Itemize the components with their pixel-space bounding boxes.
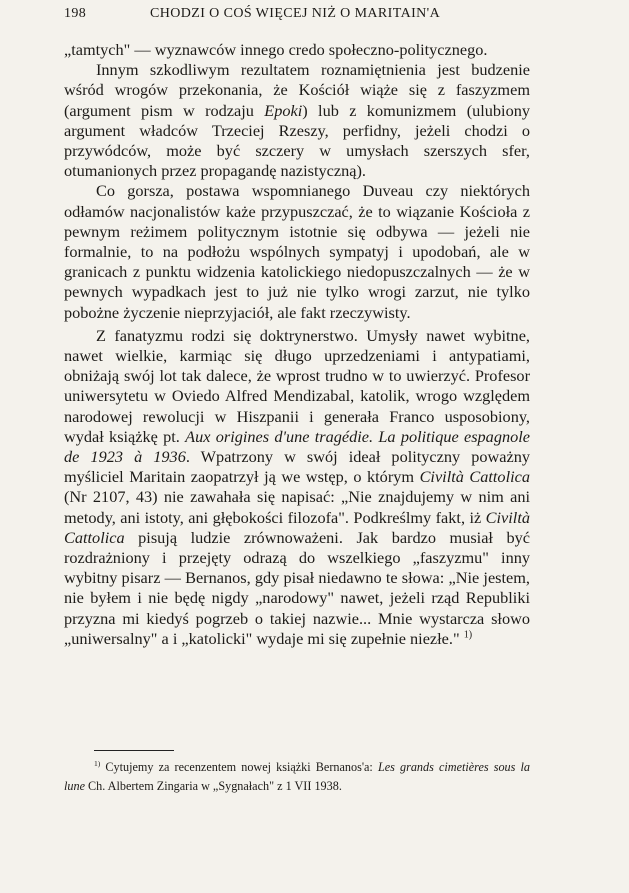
paragraph	[64, 326, 530, 649]
footnote-marker: 1)	[463, 629, 473, 641]
text-run: „tamtych" — wyznawców innego credo społeczno-politycznego.	[64, 40, 488, 59]
italic-title: Epoki	[264, 100, 303, 120]
text-run: Z fanatyzmu rodzi się doktrynerstwo. Umysły nawet wybitne, nawet wielkie, karmiąc się długo uprzedzeniami i antypatiami, obniżają swój lot tak dalece, że wprost trudno w to uwierzyć. Profesor uniwersytetu w Oviedo Alfred Mendizabal, katolik, wrogo względem narodowej rewolucji w Hiszpanii i generała Franco usposobiony, wydał książkę pt.	[64, 325, 530, 446]
page-number: 198	[64, 6, 87, 21]
text-run: ) lub z komunizmem (ulubiony argument władców Trzeciej Rzeszy, perfidny, jeżeli chodzi o przywódców, może być szczery w umysłach szerszych sfer, otumanionych przez propagandę nazistyczną).	[64, 100, 531, 181]
body-text	[64, 40, 530, 649]
footnote	[64, 758, 530, 795]
text-run: Innym szkodliwym rezultatem roznamiętnienia jest budzenie wśród wrogów przekonania, że Kościół wiąże się z faszyzmem (argument pism w rodzaju	[64, 60, 530, 120]
italic-title: Civiltà Cattolica	[419, 467, 530, 487]
page-header	[64, 6, 541, 26]
footnote-divider	[94, 750, 174, 751]
text-run: . Wpatrzony w swój ideał polityczny poważny myśliciel Maritain zaopatrzył ją we wstęp, o którym	[64, 447, 531, 487]
running-title: CHODZI O COŚ WIĘCEJ NIŻ O MARITAIN'A	[150, 6, 441, 21]
footnote-marker: 1)	[94, 758, 101, 768]
paragraph	[64, 181, 530, 322]
text-run: Cytujemy za recenzentem nowej książki Bernanos'a:	[100, 760, 378, 774]
italic-title: Civiltà Cattolica	[64, 507, 530, 547]
paragraph	[64, 40, 530, 60]
italic-title: Les grands cimetières sous la lune	[64, 760, 530, 793]
paragraph	[64, 60, 530, 181]
text-run: Co gorsza, postawa wspomnianego Duveau czy niektórych odłamów nacjonalistów każe przypuszczać, że to wiązanie Kościoła z pewnym reżimem politycznym istotnie się odbywa — jeżeli nie formalnie, to na podłożu wspólnych sympatyj i upodobań, ale w granicach z punktu widzenia katolickiego niedopuszczalnych — że w pewnych wypadkach jest to już nie tylko wrogi zarzut, nie tylko pobożne życzenie nieprzyjaciół, ale fakt rzeczywisty.	[64, 181, 530, 322]
italic-title: Aux origines d'une tragédie. La politique espagnole de 1923 à 1936	[64, 426, 530, 467]
text-run: (Nr 2107, 43) nie zawahała się napisać: „Nie znajdujemy w nim ani metody, ani istoty, ani głębokości filozofa". Podkreślmy fakt, iż	[64, 487, 530, 527]
text-run: Ch. Albertem Zingaria w „Sygnałach" z 1 VII 1938.	[84, 778, 342, 793]
text-run: pisują ludzie zrównoważeni. Jak bardzo musiał być rozdrażniony i przejęty odrazą do wszelkiego „faszyzmu" inny wybitny pisarz — Bernanos, gdy pisał niedawno te słowa: „Nie jestem, nie byłem i nie będę nigdy „narodowy" nawet, jeżeli rząd Republiki przyzna mi kiedyś pogrzeb o takiej nazwie... Mnie wystarcza słowo „uniwersalny" a i „katolicki" wydaje mi się zupełnie niezłe."	[64, 527, 530, 648]
